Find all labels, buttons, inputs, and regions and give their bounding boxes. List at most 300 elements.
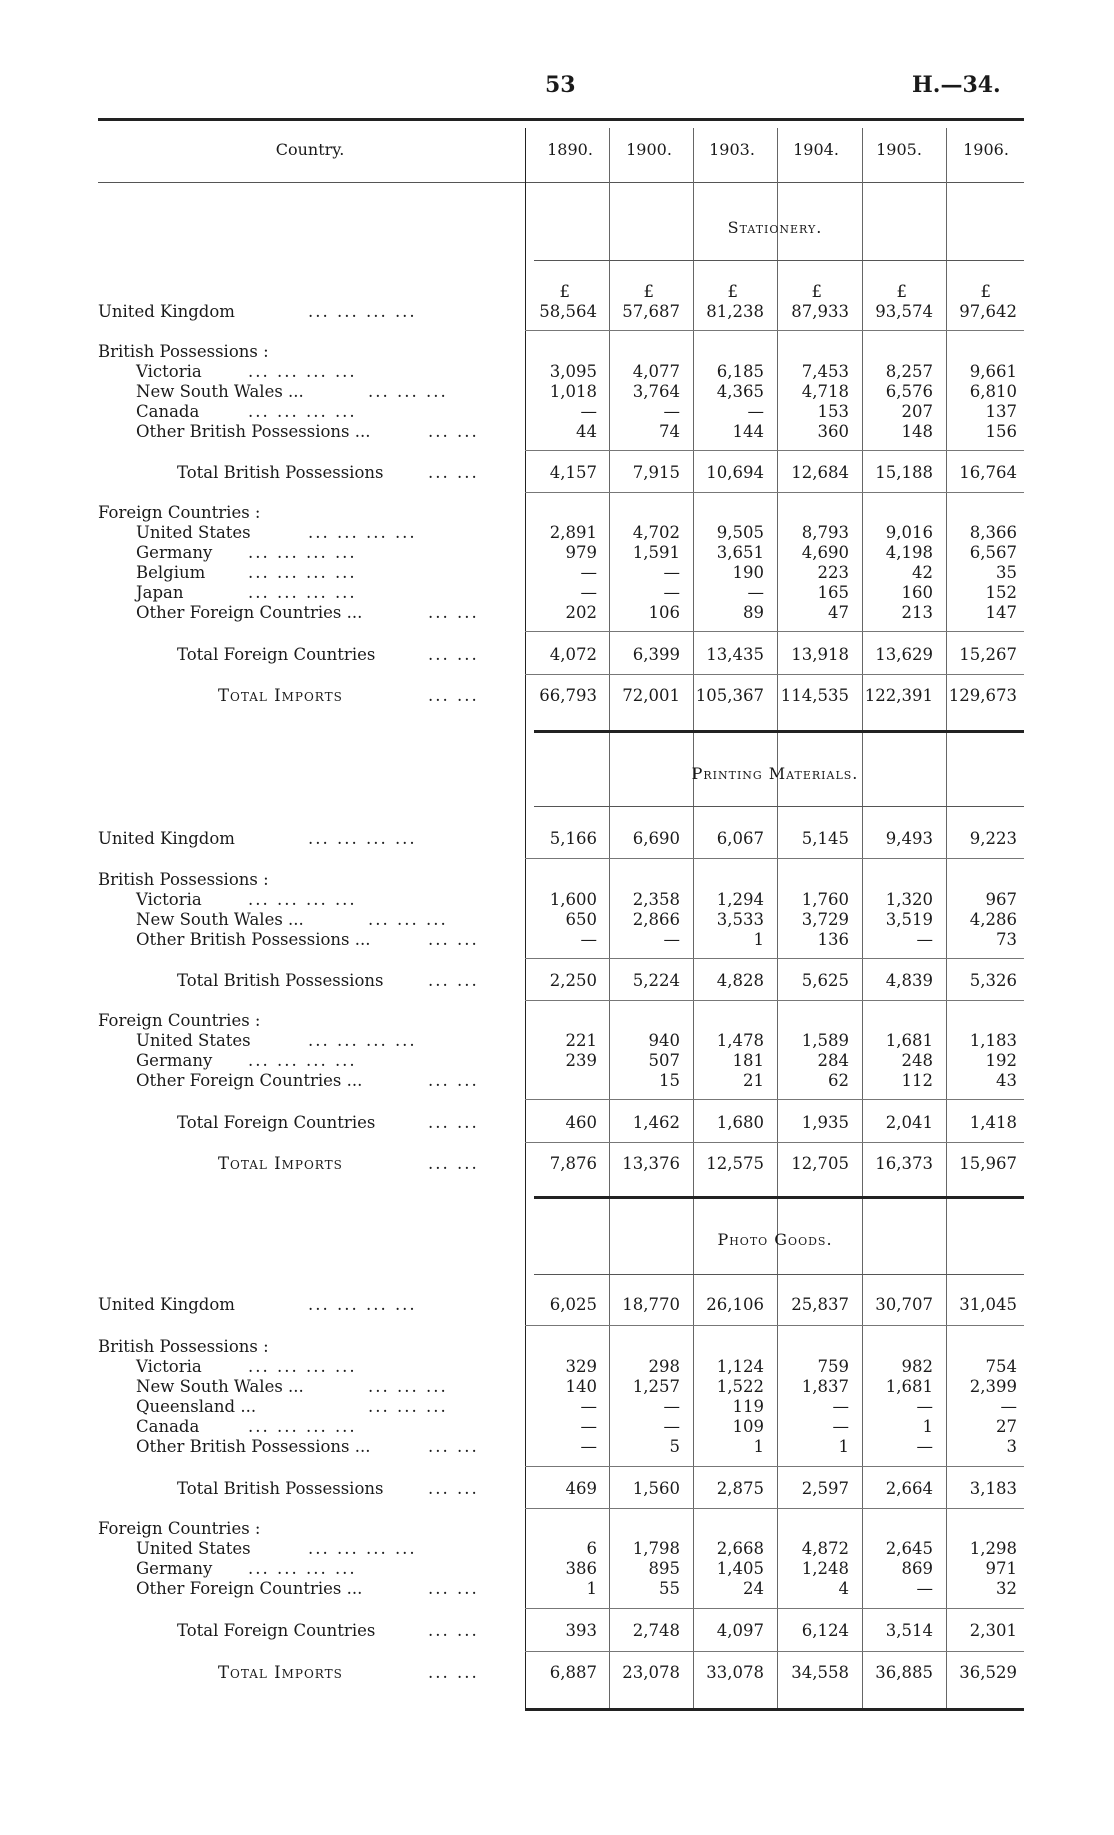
sum-rule <box>525 858 1024 859</box>
cell: 6,399 <box>632 645 680 664</box>
cell: 6,576 <box>885 382 933 401</box>
cell: 1,935 <box>801 1113 849 1132</box>
sum-rule <box>525 958 1024 959</box>
cell: 7,876 <box>549 1154 597 1173</box>
cell: 5,625 <box>801 971 849 990</box>
cell: 213 <box>901 603 933 622</box>
row-label: New South Wales ... <box>136 1377 304 1396</box>
cell: 12,684 <box>791 463 849 482</box>
row-label: Canada <box>136 402 200 421</box>
cell: 6,025 <box>549 1295 597 1314</box>
cell: — <box>916 1579 933 1598</box>
cell: 2,668 <box>716 1539 764 1558</box>
leader-dots: ... ... ... <box>368 1397 448 1416</box>
cell: 940 <box>648 1031 680 1050</box>
page-reference: H.—34. <box>912 72 1001 98</box>
cell: 4,286 <box>969 910 1017 929</box>
cell: — <box>663 583 680 602</box>
page-number: 53 <box>545 72 576 98</box>
leader-dots: ... ... ... ... <box>308 523 417 542</box>
cell: — <box>580 1417 597 1436</box>
row-label: Other British Possessions ... <box>136 1437 371 1456</box>
cell: 4,077 <box>632 362 680 381</box>
cell: — <box>1000 1397 1017 1416</box>
cell: 6 <box>586 1539 597 1558</box>
cell: 7,915 <box>632 463 680 482</box>
year-header-1904: 1904. <box>793 140 839 159</box>
cell: 1,591 <box>632 543 680 562</box>
cell: 1 <box>753 1437 764 1456</box>
row-label: New South Wales ... <box>136 910 304 929</box>
header-rule <box>98 182 1024 183</box>
cell: 6,124 <box>801 1621 849 1640</box>
total-label: Total Foreign Countries <box>177 645 376 664</box>
sum-rule <box>525 1142 1024 1143</box>
row-label: Canada <box>136 1417 200 1436</box>
cell: 26,106 <box>706 1295 764 1314</box>
cell: 44 <box>576 422 597 441</box>
cell: 284 <box>817 1051 849 1070</box>
cell: 3,095 <box>549 362 597 381</box>
cell: 9,661 <box>969 362 1017 381</box>
cell: 1,478 <box>716 1031 764 1050</box>
currency-symbol: £ <box>559 282 570 301</box>
cell: 5,145 <box>801 829 849 848</box>
cell: 93,574 <box>875 302 933 321</box>
cell: 3,514 <box>885 1621 933 1640</box>
cell: 10,694 <box>706 463 764 482</box>
cell: 3 <box>1006 1437 1017 1456</box>
sum-rule <box>525 1651 1024 1652</box>
leader-dots: ... ... <box>428 1437 479 1456</box>
row-label: United States <box>136 1031 251 1050</box>
cell: 2,301 <box>969 1621 1017 1640</box>
cell: 9,493 <box>885 829 933 848</box>
leader-dots: ... ... ... <box>368 1377 448 1396</box>
cell: 2,875 <box>716 1479 764 1498</box>
row-label: Germany <box>136 1051 213 1070</box>
row-label: Germany <box>136 543 213 562</box>
cell: 2,891 <box>549 523 597 542</box>
cell: 2,250 <box>549 971 597 990</box>
cell: 136 <box>817 930 849 949</box>
cell: 13,376 <box>622 1154 680 1173</box>
row-label: Other British Possessions ... <box>136 422 371 441</box>
top-rule <box>98 118 1024 121</box>
cell: 4,718 <box>801 382 849 401</box>
row-label: Japan <box>136 583 184 602</box>
group-label: British Possessions : <box>98 870 269 889</box>
cell: 2,748 <box>632 1621 680 1640</box>
cell: 152 <box>985 583 1017 602</box>
year-header-1900: 1900. <box>626 140 672 159</box>
cell: 360 <box>817 422 849 441</box>
total-label: Total Foreign Countries <box>177 1113 376 1132</box>
leader-dots: ... ... ... <box>368 910 448 929</box>
leader-dots: ... ... <box>428 686 479 705</box>
cell: — <box>916 930 933 949</box>
cell: — <box>580 1437 597 1456</box>
cell: 21 <box>743 1071 764 1090</box>
cell: 248 <box>901 1051 933 1070</box>
cell: 190 <box>732 563 764 582</box>
cell: 1 <box>922 1417 933 1436</box>
cell: 2,645 <box>885 1539 933 1558</box>
leader-dots: ... ... ... ... <box>308 1295 417 1314</box>
cell: — <box>580 563 597 582</box>
leader-dots: ... ... <box>428 1113 479 1132</box>
sum-rule <box>525 1325 1024 1326</box>
leader-dots: ... ... ... ... <box>248 563 357 582</box>
currency-symbol: £ <box>896 282 907 301</box>
leader-dots: ... ... <box>428 1071 479 1090</box>
leader-dots: ... ... ... ... <box>308 1539 417 1558</box>
row-label: New South Wales ... <box>136 382 304 401</box>
row-label: United Kingdom <box>98 1295 235 1314</box>
cell: 3,183 <box>969 1479 1017 1498</box>
cell: 137 <box>985 402 1017 421</box>
row-label: Victoria <box>136 1357 202 1376</box>
section-title-stationery: Stationery. <box>727 218 823 237</box>
leader-dots: ... ... <box>428 971 479 990</box>
cell: 181 <box>732 1051 764 1070</box>
cell: 12,575 <box>706 1154 764 1173</box>
cell: — <box>580 583 597 602</box>
cell: 1,462 <box>632 1113 680 1132</box>
cell: 8,257 <box>885 362 933 381</box>
cell: 2,597 <box>801 1479 849 1498</box>
section-title-printing-materials: Printing Materials. <box>691 764 859 783</box>
cell: 114,535 <box>780 686 849 705</box>
cell: — <box>663 402 680 421</box>
cell: 1,837 <box>801 1377 849 1396</box>
cell: 4,690 <box>801 543 849 562</box>
leader-dots: ... ... <box>428 1663 479 1682</box>
cell: — <box>580 930 597 949</box>
row-label: Victoria <box>136 890 202 909</box>
cell: 1,124 <box>716 1357 764 1376</box>
leader-dots: ... ... ... ... <box>248 543 357 562</box>
cell: 207 <box>901 402 933 421</box>
cell: 6,067 <box>716 829 764 848</box>
total-label: Total British Possessions <box>177 463 384 482</box>
cell: 5,326 <box>969 971 1017 990</box>
cell: 5,166 <box>549 829 597 848</box>
cell: 43 <box>996 1071 1017 1090</box>
cell: 1,257 <box>632 1377 680 1396</box>
row-label: Belgium <box>136 563 206 582</box>
section-rule <box>534 1274 1024 1275</box>
leader-dots: ... ... ... ... <box>248 1417 357 1436</box>
cell: 393 <box>565 1621 597 1640</box>
cell: 66,793 <box>539 686 597 705</box>
leader-dots: ... ... <box>428 603 479 622</box>
cell: 1,681 <box>885 1377 933 1396</box>
cell: — <box>663 1417 680 1436</box>
row-label: Other Foreign Countries ... <box>136 1579 363 1598</box>
cell: 3,729 <box>801 910 849 929</box>
cell: 16,764 <box>959 463 1017 482</box>
cell: — <box>916 1397 933 1416</box>
cell: 3,651 <box>716 543 764 562</box>
row-label: United States <box>136 1539 251 1558</box>
table-bottom-rule <box>525 1708 1024 1711</box>
cell: 33,078 <box>706 1663 764 1682</box>
leader-dots: ... ... <box>428 1621 479 1640</box>
cell: — <box>916 1437 933 1456</box>
cell: 4,839 <box>885 971 933 990</box>
cell: 469 <box>565 1479 597 1498</box>
sum-rule <box>525 492 1024 493</box>
cell: 4,198 <box>885 543 933 562</box>
leader-dots: ... ... ... ... <box>248 402 357 421</box>
grand-total-label: Total Imports <box>218 1663 343 1682</box>
section-title-photo-goods: Photo Goods. <box>717 1230 833 1249</box>
cell: 6,810 <box>969 382 1017 401</box>
cell: 109 <box>732 1417 764 1436</box>
leader-dots: ... ... ... ... <box>308 1031 417 1050</box>
cell: 460 <box>565 1113 597 1132</box>
cell: 4,872 <box>801 1539 849 1558</box>
cell: 55 <box>659 1579 680 1598</box>
cell: 31,045 <box>959 1295 1017 1314</box>
cell: 202 <box>565 603 597 622</box>
cell: 30,707 <box>875 1295 933 1314</box>
cell: 156 <box>985 422 1017 441</box>
cell: 1 <box>586 1579 597 1598</box>
cell: 144 <box>732 422 764 441</box>
cell: 1,560 <box>632 1479 680 1498</box>
cell: 72,001 <box>622 686 680 705</box>
cell: 153 <box>817 402 849 421</box>
cell: 1,294 <box>716 890 764 909</box>
currency-symbol: £ <box>980 282 991 301</box>
cell: 97,642 <box>959 302 1017 321</box>
sum-rule <box>525 631 1024 632</box>
group-label: British Possessions : <box>98 1337 269 1356</box>
cell: 979 <box>565 543 597 562</box>
leader-dots: ... ... <box>428 930 479 949</box>
section-rule <box>534 260 1024 261</box>
row-label: Germany <box>136 1559 213 1578</box>
section-rule <box>534 806 1024 807</box>
cell: 971 <box>985 1559 1017 1578</box>
cell: 23,078 <box>622 1663 680 1682</box>
cell: 12,705 <box>791 1154 849 1173</box>
cell: 35 <box>996 563 1017 582</box>
leader-dots: ... ... <box>428 422 479 441</box>
cell: 160 <box>901 583 933 602</box>
row-label: Other British Possessions ... <box>136 930 371 949</box>
cell: 1 <box>753 930 764 949</box>
cell: 3,764 <box>632 382 680 401</box>
cell: 105,367 <box>695 686 764 705</box>
row-label: Other Foreign Countries ... <box>136 1071 363 1090</box>
cell: 329 <box>565 1357 597 1376</box>
section-end-rule <box>534 1196 1024 1199</box>
sum-rule <box>525 1466 1024 1467</box>
cell: 1,760 <box>801 890 849 909</box>
total-label: Total Foreign Countries <box>177 1621 376 1640</box>
cell: 1,183 <box>969 1031 1017 1050</box>
cell: 869 <box>901 1559 933 1578</box>
cell: 122,391 <box>864 686 933 705</box>
cell: 1,600 <box>549 890 597 909</box>
cell: — <box>663 563 680 582</box>
cell: 4,702 <box>632 523 680 542</box>
cell: 13,918 <box>791 645 849 664</box>
cell: 6,690 <box>632 829 680 848</box>
sum-rule <box>525 1508 1024 1509</box>
cell: 5 <box>669 1437 680 1456</box>
total-label: Total British Possessions <box>177 1479 384 1498</box>
cell: 650 <box>565 910 597 929</box>
sum-rule <box>525 674 1024 675</box>
leader-dots: ... ... ... ... <box>308 302 417 321</box>
currency-symbol: £ <box>643 282 654 301</box>
year-header-1906: 1906. <box>963 140 1009 159</box>
currency-symbol: £ <box>727 282 738 301</box>
row-label: Victoria <box>136 362 202 381</box>
cell: 81,238 <box>706 302 764 321</box>
section-end-rule <box>534 730 1024 733</box>
cell: 2,041 <box>885 1113 933 1132</box>
cell: 147 <box>985 603 1017 622</box>
cell: 16,373 <box>875 1154 933 1173</box>
cell: 1,680 <box>716 1113 764 1132</box>
leader-dots: ... ... <box>428 463 479 482</box>
cell: 119 <box>732 1397 764 1416</box>
cell: 192 <box>985 1051 1017 1070</box>
cell: 73 <box>996 930 1017 949</box>
group-label: Foreign Countries : <box>98 1011 261 1030</box>
cell: 47 <box>828 603 849 622</box>
cell: 4,157 <box>549 463 597 482</box>
currency-symbol: £ <box>811 282 822 301</box>
leader-dots: ... ... <box>428 1479 479 1498</box>
cell: 2,866 <box>632 910 680 929</box>
cell: 9,016 <box>885 523 933 542</box>
cell: 32 <box>996 1579 1017 1598</box>
cell: 221 <box>565 1031 597 1050</box>
cell: 4,097 <box>716 1621 764 1640</box>
cell: 1 <box>838 1437 849 1456</box>
cell: 507 <box>648 1051 680 1070</box>
year-header-1890: 1890. <box>547 140 593 159</box>
cell: 3,519 <box>885 910 933 929</box>
leader-dots: ... ... <box>428 1579 479 1598</box>
leader-dots: ... ... ... ... <box>248 583 357 602</box>
cell: 1,405 <box>716 1559 764 1578</box>
cell: 3,533 <box>716 910 764 929</box>
cell: 1,320 <box>885 890 933 909</box>
cell: 895 <box>648 1559 680 1578</box>
cell: 298 <box>648 1357 680 1376</box>
cell: 1,798 <box>632 1539 680 1558</box>
cell: 1,298 <box>969 1539 1017 1558</box>
cell: 15 <box>659 1071 680 1090</box>
row-label: Queensland ... <box>136 1397 257 1416</box>
cell: 24 <box>743 1579 764 1598</box>
cell: 1,681 <box>885 1031 933 1050</box>
cell: — <box>663 1397 680 1416</box>
cell: 2,664 <box>885 1479 933 1498</box>
cell: 982 <box>901 1357 933 1376</box>
cell: 27 <box>996 1417 1017 1436</box>
cell: 4 <box>838 1579 849 1598</box>
cell: 87,933 <box>791 302 849 321</box>
cell: 2,358 <box>632 890 680 909</box>
row-label: United Kingdom <box>98 302 235 321</box>
cell: 8,793 <box>801 523 849 542</box>
cell: 42 <box>912 563 933 582</box>
cell: 58,564 <box>539 302 597 321</box>
cell: 1,589 <box>801 1031 849 1050</box>
leader-dots: ... ... ... ... <box>248 1559 357 1578</box>
cell: 5,224 <box>632 971 680 990</box>
cell: 6,567 <box>969 543 1017 562</box>
sum-rule <box>525 1099 1024 1100</box>
cell: 239 <box>565 1051 597 1070</box>
cell: 1,522 <box>716 1377 764 1396</box>
cell: 4,072 <box>549 645 597 664</box>
cell: 57,687 <box>622 302 680 321</box>
cell: 4,365 <box>716 382 764 401</box>
row-label: United Kingdom <box>98 829 235 848</box>
cell: — <box>832 1417 849 1436</box>
cell: 140 <box>565 1377 597 1396</box>
cell: 759 <box>817 1357 849 1376</box>
row-label: Other Foreign Countries ... <box>136 603 363 622</box>
cell: 6,185 <box>716 362 764 381</box>
cell: 18,770 <box>622 1295 680 1314</box>
cell: 8,366 <box>969 523 1017 542</box>
cell: 1,418 <box>969 1113 1017 1132</box>
cell: 112 <box>901 1071 933 1090</box>
cell: 13,435 <box>706 645 764 664</box>
leader-dots: ... ... <box>428 645 479 664</box>
cell: 74 <box>659 422 680 441</box>
cell: 9,505 <box>716 523 764 542</box>
grand-total-label: Total Imports <box>218 686 343 705</box>
leader-dots: ... ... ... <box>368 382 448 401</box>
cell: — <box>832 1397 849 1416</box>
year-header-1903: 1903. <box>709 140 755 159</box>
cell: 34,558 <box>791 1663 849 1682</box>
leader-dots: ... ... ... ... <box>248 362 357 381</box>
cell: 25,837 <box>791 1295 849 1314</box>
leader-dots: ... ... <box>428 1154 479 1173</box>
grand-total-label: Total Imports <box>218 1154 343 1173</box>
cell: 89 <box>743 603 764 622</box>
cell: — <box>747 583 764 602</box>
cell: — <box>663 930 680 949</box>
cell: — <box>747 402 764 421</box>
cell: 1,248 <box>801 1559 849 1578</box>
total-label: Total British Possessions <box>177 971 384 990</box>
country-header: Country. <box>275 140 345 159</box>
cell: 2,399 <box>969 1377 1017 1396</box>
group-label: Foreign Countries : <box>98 1519 261 1538</box>
cell: — <box>580 402 597 421</box>
cell: 13,629 <box>875 645 933 664</box>
sum-rule <box>525 1000 1024 1001</box>
cell: 223 <box>817 563 849 582</box>
cell: 4,828 <box>716 971 764 990</box>
leader-dots: ... ... ... ... <box>248 1051 357 1070</box>
cell: 754 <box>985 1357 1017 1376</box>
cell: 7,453 <box>801 362 849 381</box>
